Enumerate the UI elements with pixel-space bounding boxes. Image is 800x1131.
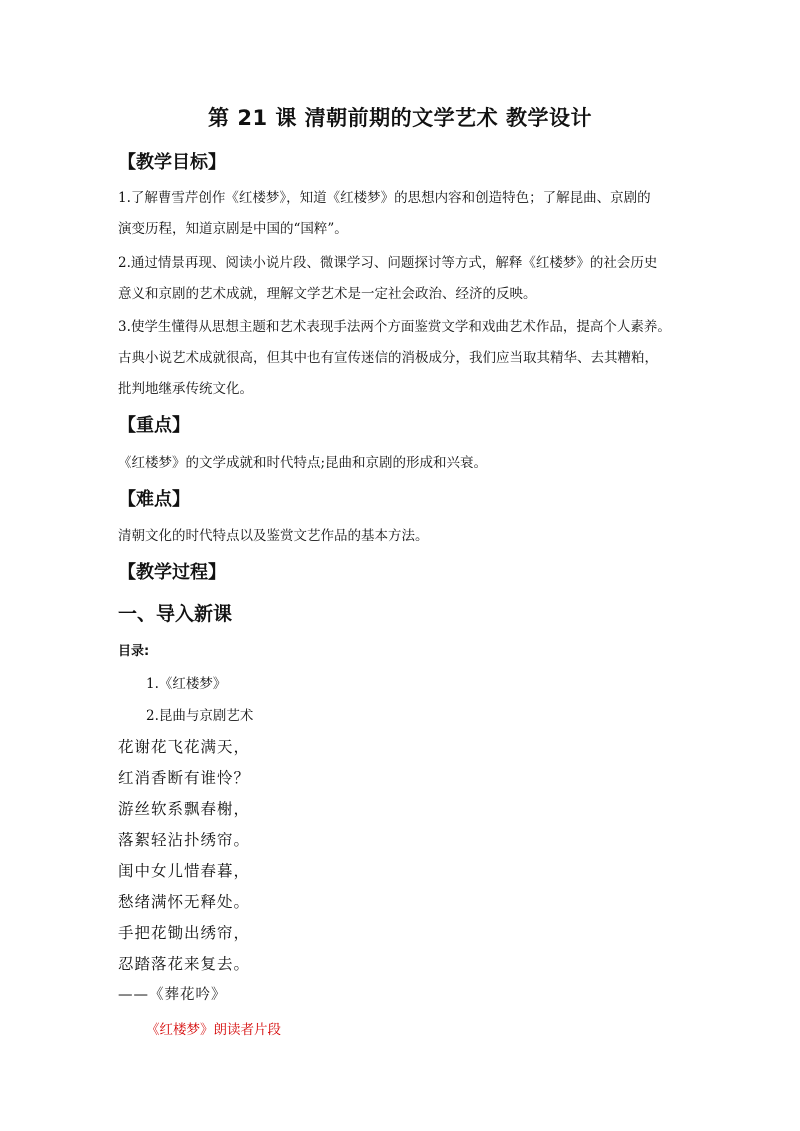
reading-note: 《红楼梦》朗读者片段 xyxy=(146,1022,281,1038)
difficulties-text: 清朝文化的时代特点以及鉴赏文艺作品的基本方法。 xyxy=(118,528,429,544)
goal-2-line-2: 意义和京剧的艺术成就，理解文学艺术是一定社会政治、经济的反映。 xyxy=(118,286,537,302)
goal-3-line-3: 批判地继承传统文化。 xyxy=(118,381,253,397)
toc-item-1: 1.《红楼梦》 xyxy=(146,676,227,692)
poem-line-3: 游丝软系飘春榭， xyxy=(118,800,251,818)
goal-2-line-1: 2.通过情景再现、阅读小说片段、微课学习、问题探讨等方式，解释《红楼梦》的社会历史 xyxy=(118,255,658,271)
toc-label: 目录: xyxy=(118,644,150,659)
goal-1-line-2: 演变历程，知道京剧是中国的“国粹”。 xyxy=(118,221,348,237)
poem-line-4: 落絮轻沾扑绣帘。 xyxy=(118,831,251,849)
poem-line-2: 红消香断有谁怜？ xyxy=(118,769,251,787)
section-intro-heading: 一、导入新课 xyxy=(118,603,233,625)
key-points-heading: 【重点】 xyxy=(118,415,190,436)
poem-line-5: 闺中女儿惜春暮， xyxy=(118,862,251,880)
difficulties-heading: 【难点】 xyxy=(118,489,190,510)
toc-item-2: 2.昆曲与京剧艺术 xyxy=(146,708,254,724)
goal-3-line-2: 古典小说艺术成就很高，但其中也有宣传迷信的消极成分，我们应当取其精华、去其糟粕， xyxy=(118,350,658,366)
process-heading: 【教学过程】 xyxy=(118,562,226,583)
poem-line-7: 手把花锄出绣帘， xyxy=(118,924,251,942)
poem-line-6: 愁绪满怀无释处。 xyxy=(118,893,251,911)
document-title: 第 21 课 清朝前期的文学艺术 教学设计 xyxy=(208,106,592,130)
poem-line-8: 忍踏落花来复去。 xyxy=(118,955,251,973)
poem-line-1: 花谢花飞花满天， xyxy=(118,738,251,756)
goal-3-line-1: 3.使学生懂得从思想主题和艺术表现手法两个方面鉴赏文学和戏曲艺术作品，提高个人素养。 xyxy=(118,319,671,335)
goals-heading: 【教学目标】 xyxy=(118,152,226,173)
goal-1-line-1: 1.了解曹雪芹创作《红楼梦》，知道《红楼梦》的思想内容和创造特色；了解昆曲、京剧的 xyxy=(118,190,651,206)
poem-source: ——《葬花吟》 xyxy=(118,987,227,1003)
key-points-text: 《红楼梦》的文学成就和时代特点;昆曲和京剧的形成和兴衰。 xyxy=(118,455,488,471)
